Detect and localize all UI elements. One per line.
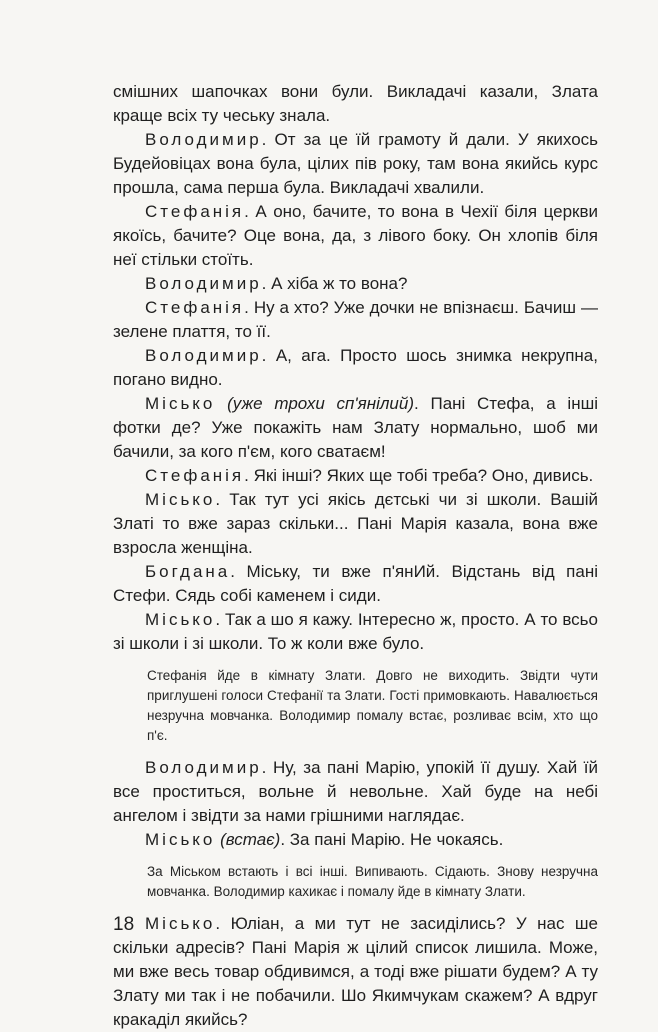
speaker-name: Володимир (145, 130, 262, 149)
dialogue-line: Місько (встає). За пані Марію. Не чокаясь. (145, 830, 504, 849)
stage-remark: (встає) (220, 830, 281, 849)
dialogue-line: Володимир. А хіба ж то вона? (145, 274, 408, 293)
line-text: Ну а хто? Уже дочки не впізнаєш. Бачиш — зелене плаття, то її. (113, 298, 598, 341)
dialogue-line: Стефанія. Які інші? Яких ще тобі треба? Оно, дивись. (145, 466, 594, 485)
line-text: От за це їй грамоту й дали. У якихось Будейовіцах вона була, цілих пів року, там вона якийсь курс прошла, сама перша була. Викладачі хвалили. (113, 130, 599, 197)
line-text: Так а шо я кажу. Інтересно ж, просто. А то всьо зі школи і зі школи. То ж коли вже було. (113, 610, 598, 653)
speaker-name: Місько (145, 610, 216, 629)
speaker-name: Місько (145, 394, 216, 413)
line-text: Юліан, а ми тут не засиділись? У нас ше скільки адресів? Пані Марія ж цілий список лишила. Може, ми вже весь товар обдивимся, а тоді вже рішати будем? А ту Злату ми так і не побачили. Шо Якимчукам скажем? А вдруг кракаділ якийсь? (113, 914, 599, 1029)
speaker-name: Місько (145, 490, 216, 509)
dialogue-line: Богдана. Міську, ти вже п'янИй. Відстань від пані Стефи. Сядь собі каменем і сиди. (113, 562, 598, 605)
line-text: Які інші? Яких ще тобі треба? Оно, дивись. (253, 466, 594, 485)
speaker-name: Володимир (145, 758, 262, 777)
speaker-name: Володимир (145, 346, 262, 365)
speaker-name: Володимир (145, 274, 262, 293)
page-body (113, 80, 598, 1032)
line-text: Міську, ти вже п'янИй. Відстань від пані Стефи. Сядь собі каменем і сиди. (113, 562, 598, 605)
stage-direction: За Міськом встають і всі інші. Випивають. Сідають. Знову незручна мовчанка. Володимир кахикає і помалу йде в кімнату Злати. (147, 864, 598, 899)
dialogue-line: Стефанія. А оно, бачите, то вона в Чехії біля церкви якоїсь, бачите? Оце вона, да, з лівого боку. Он хлопів біля неї стільки стоїть. (113, 202, 598, 269)
dialogue-line (113, 80, 598, 128)
page-number: 18 (113, 914, 135, 935)
line-text: А оно, бачите, то вона в Чехії біля церкви якоїсь, бачите? Оце вона, да, з лівого боку. Он хлопів біля неї стільки стоїть. (113, 202, 598, 269)
stage-direction: Стефанія йде в кімнату Злати. Довго не виходить. Звідти чути приглушені голоси Стефанії та Злати. Гості примовкають. Навалюється незручна мовчанка. Володимир помалу встає, розливає всім, хто що п'є. (147, 668, 598, 743)
dialogue-line: Володимир. А, ага. Просто шось знимка некрупна, погано видно. (113, 346, 598, 389)
line-text: А хіба ж то вона? (271, 274, 408, 293)
speaker-name: Місько (145, 830, 216, 849)
speaker-name: Стефанія (145, 466, 245, 485)
dialogue-line: Володимир. Ну, за пані Марію, упокій її душу. Хай їй все проститься, вольне й невольне. Хай буде на небі ангелом і звідти за нами грішними наглядає. (113, 758, 598, 825)
dialogue-line: Місько (уже трохи сп'янілий). Пані Стефа, а інші фотки де? Уже покажіть нам Злату нормально, шоб ми бачили, за кого п'єм, кого сватаєм! (113, 394, 598, 461)
dialogue-line: Місько. Так тут усі якісь дєтські чи зі школи. Вашій Златі то вже зараз скільки... Пані Марія казала, вона вже взросла женщіна. (113, 490, 598, 557)
dialogue-line: Стефанія. Ну а хто? Уже дочки не впізнаєш. Бачиш — зелене плаття, то її. (113, 298, 598, 341)
stage-remark: (уже трохи сп'янілий) (227, 394, 415, 413)
speaker-name: Богдана (145, 562, 231, 581)
line-text: смішних шапочках вони були. Викладачі казали, Злата краще всіх ту чеську знала. (113, 82, 598, 125)
line-text: Так тут усі якісь дєтські чи зі школи. Вашій Златі то вже зараз скільки... Пані Марія казала, вона вже взросла женщіна. (113, 490, 598, 557)
speaker-name: Стефанія (145, 202, 245, 221)
dialogue-line: Місько. Так а шо я кажу. Інтересно ж, просто. А то всьо зі школи і зі школи. То ж коли вже було. (113, 610, 598, 653)
speaker-name: Місько (145, 914, 216, 933)
dialogue-line: Володимир. От за це їй грамоту й дали. У якихось Будейовіцах вона була, цілих пів року, там вона якийсь курс прошла, сама перша була. Викладачі хвалили. (113, 130, 599, 197)
line-text: Ну, за пані Марію, упокій її душу. Хай їй все проститься, вольне й невольне. Хай буде на небі ангелом і звідти за нами грішними наглядає. (113, 758, 598, 825)
speaker-name: Стефанія (145, 298, 245, 317)
line-text: За пані Марію. Не чокаясь. (289, 830, 504, 849)
line-text: А, ага. Просто шось знимка некрупна, погано видно. (113, 346, 598, 389)
dialogue-line: Місько. Юліан, а ми тут не засиділись? У нас ше скільки адресів? Пані Марія ж цілий список лишила. Може, ми вже весь товар обдивимся, а тоді вже рішати будем? А ту Злату ми так і не побачили. Шо Якимчукам скажем? А вдруг кракаділ якийсь? (113, 914, 599, 1029)
line-text: Пані Стефа, а інші фотки де? Уже покажіть нам Злату нормально, шоб ми бачили, за кого п'єм, кого сватаєм! (113, 394, 598, 461)
